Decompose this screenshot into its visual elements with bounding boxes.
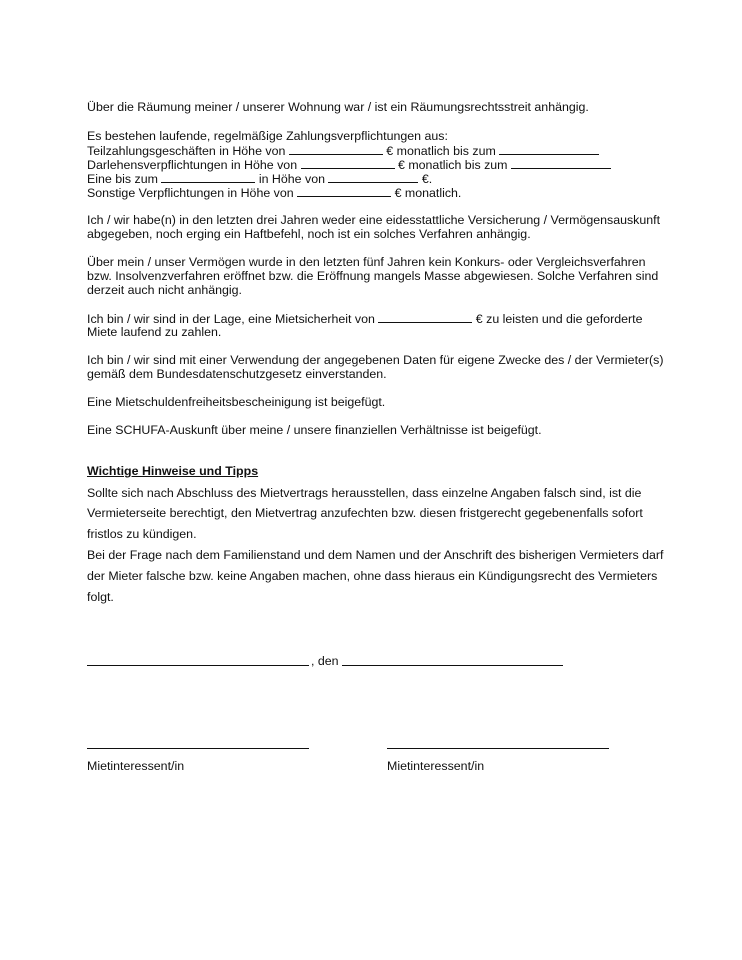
date-field[interactable] <box>342 665 563 666</box>
obligation-row-installments <box>87 143 599 158</box>
affidavit-line-2: abgegeben, noch erging ein Haftbefehl, noch ist ein solches Verfahren anhängig. <box>87 227 531 241</box>
tips-heading: Wichtige Hinweise und Tipps <box>87 464 259 478</box>
tips-line-1: Sollte sich nach Abschluss des Mietvertrags herausstellen, dass einzelne Angaben falsch sind, ist die <box>87 486 642 500</box>
date-separator: , den <box>311 654 339 668</box>
loans-monthly-label: € monatlich bis zum <box>398 158 508 172</box>
deposit-label: Ich bin / wir sind in der Lage, eine Mietsicherheit von <box>87 312 375 326</box>
other-amount-field[interactable] <box>297 185 391 197</box>
tips-line-2: Vermieterseite berechtigt, den Mietvertrag anzufechten bzw. diesen fristgerecht gegebenenfalls sofort <box>87 506 643 520</box>
tips-line-5: der Mieter falsche bzw. keine Angaben machen, ohne dass hieraus ein Kündigungsrecht des Vermieters <box>87 569 658 583</box>
place-field[interactable] <box>87 665 309 666</box>
obligation-row-other <box>87 185 461 200</box>
data-consent-line-2: gemäß dem Bundesdatenschutzgesetz einverstanden. <box>87 367 387 381</box>
single-amount-label: in Höhe von <box>258 172 325 186</box>
loans-amount-field[interactable] <box>301 157 395 169</box>
eviction-statement: Über die Räumung meiner / unserer Wohnung war / ist ein Räumungsrechtsstreit anhängig. <box>87 100 589 114</box>
deposit-euro-label: € zu leisten und die geforderte <box>475 312 643 326</box>
signature-field-right[interactable] <box>387 748 609 749</box>
tips-line-4: Bei der Frage nach dem Familienstand und dem Namen und der Anschrift des bisherigen Vermieters darf <box>87 548 664 562</box>
loans-until-field[interactable] <box>511 157 611 169</box>
deposit-amount-field[interactable] <box>378 311 472 323</box>
installments-amount-field[interactable] <box>289 143 383 155</box>
data-consent-line-1: Ich bin / wir sind mit einer Verwendung der angegebenen Daten für eigene Zwecke des / der Vermieter(s) <box>87 353 664 367</box>
deposit-line-1 <box>87 311 643 326</box>
signature-label-right: Mietinteressent/in <box>387 759 485 773</box>
single-until-field[interactable] <box>161 171 255 183</box>
other-monthly-label: € monatlich. <box>394 186 462 200</box>
installments-until-field[interactable] <box>499 143 599 155</box>
schufa-statement: Eine SCHUFA-Auskunft über meine / unsere finanziellen Verhältnisse ist beigefügt. <box>87 423 542 437</box>
other-label: Sonstige Verpflichtungen in Höhe von <box>87 186 294 200</box>
signature-label-left: Mietinteressent/in <box>87 759 185 773</box>
insolvency-line-1: Über mein / unser Vermögen wurde in den letzten fünf Jahren kein Konkurs- oder Vergleichsverfahren <box>87 255 646 269</box>
deposit-line-2: Miete laufend zu zahlen. <box>87 325 222 339</box>
insolvency-line-3: derzeit auch nicht anhängig. <box>87 283 242 297</box>
obligations-intro: Es bestehen laufende, regelmäßige Zahlungsverpflichtungen aus: <box>87 129 448 143</box>
single-amount-field[interactable] <box>328 171 418 183</box>
signature-field-left[interactable] <box>87 748 309 749</box>
affidavit-line-1: Ich / wir habe(n) in den letzten drei Jahren weder eine eidesstattliche Versicherung / Vermögensauskunft <box>87 213 661 227</box>
installments-label: Teilzahlungsgeschäften in Höhe von <box>87 144 286 158</box>
tips-line-3: fristlos zu kündigen. <box>87 527 197 541</box>
obligation-row-loans <box>87 157 611 172</box>
obligation-row-single <box>87 171 432 186</box>
tips-line-6: folgt. <box>87 590 114 604</box>
installments-monthly-label: € monatlich bis zum <box>386 144 496 158</box>
single-until-label: Eine bis zum <box>87 172 158 186</box>
insolvency-line-2: bzw. Insolvenzverfahren eröffnet bzw. die Eröffnung mangels Masse abgewiesen. Solche Verfahren sind <box>87 269 659 283</box>
loans-label: Darlehensverpflichtungen in Höhe von <box>87 158 298 172</box>
rent-debt-certificate: Eine Mietschuldenfreiheitsbescheinigung ist beigefügt. <box>87 395 386 409</box>
single-euro-label: €. <box>421 172 433 186</box>
